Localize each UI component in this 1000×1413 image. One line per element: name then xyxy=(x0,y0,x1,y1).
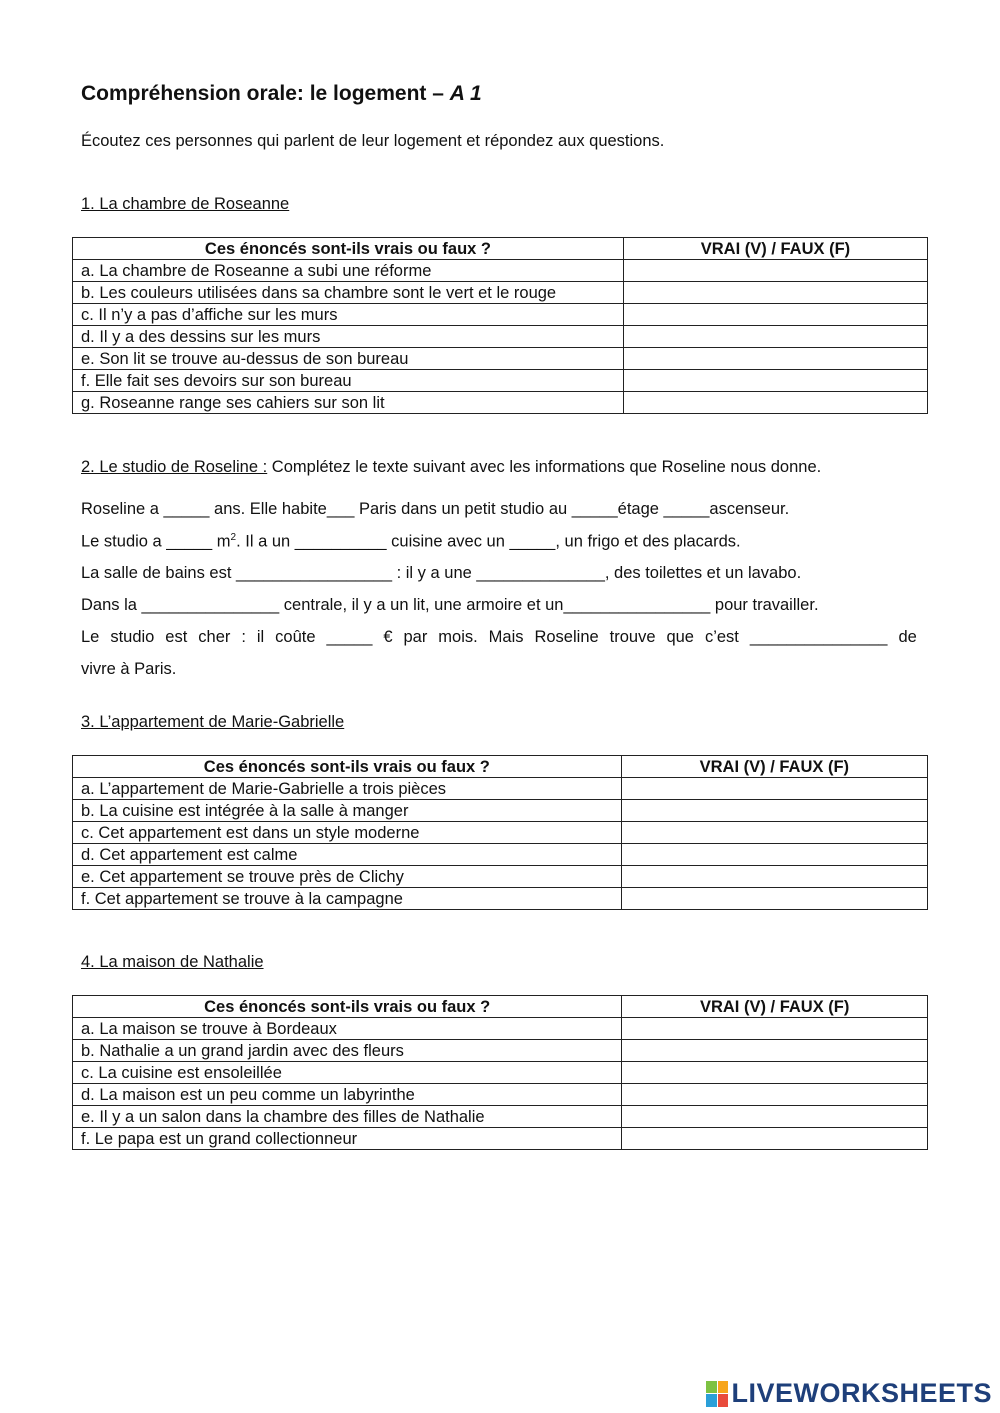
word: il xyxy=(256,628,265,646)
logo-mark-icon xyxy=(706,1381,728,1407)
table-row xyxy=(73,326,928,348)
fill-line-2[interactable] xyxy=(81,532,917,552)
table-header-row xyxy=(73,756,928,778)
statement-cell: b. La cuisine est intégrée à la salle à manger xyxy=(73,800,622,822)
word: de xyxy=(898,628,917,646)
word: coûte xyxy=(275,628,316,646)
section4-heading: 4. La maison de Nathalie xyxy=(81,953,264,971)
table-row xyxy=(73,866,928,888)
answer-cell[interactable] xyxy=(623,282,927,304)
table-row xyxy=(73,1084,928,1106)
fill-line-6: vivre à Paris. xyxy=(81,660,177,678)
statement-cell: g. Roseanne range ses cahiers sur son lit xyxy=(73,392,624,414)
statement-cell: a. La chambre de Roseanne a subi une réforme xyxy=(73,260,624,282)
section3-table xyxy=(72,755,928,910)
table-row xyxy=(73,1106,928,1128)
table-row xyxy=(73,1062,928,1084)
superscript-2: 2 xyxy=(230,532,237,543)
statement-cell: b. Les couleurs utilisées dans sa chambre sont le vert et le rouge xyxy=(73,282,624,304)
table-row xyxy=(73,370,928,392)
answer-cell[interactable] xyxy=(621,888,927,910)
word: Le xyxy=(81,628,100,646)
table-row xyxy=(73,844,928,866)
answer-cell[interactable] xyxy=(623,392,927,414)
word: : xyxy=(241,628,246,646)
section1-heading: 1. La chambre de Roseanne xyxy=(81,195,290,213)
blank[interactable]: _____ xyxy=(326,628,373,646)
blank[interactable]: _______________ xyxy=(749,628,888,646)
answer-cell[interactable] xyxy=(622,1062,928,1084)
statement-cell: b. Nathalie a un grand jardin avec des fleurs xyxy=(73,1040,622,1062)
statement-cell: d. Cet appartement est calme xyxy=(73,844,622,866)
statement-cell: d. Il y a des dessins sur les murs xyxy=(73,326,624,348)
word: € xyxy=(383,628,393,646)
answer-cell[interactable] xyxy=(623,260,927,282)
table-header-row xyxy=(73,996,928,1018)
table-row xyxy=(73,392,928,414)
statement-column-header: Ces énoncés sont-ils vrais ou faux ? xyxy=(73,756,622,778)
word: Mais xyxy=(488,628,524,646)
table-row xyxy=(73,282,928,304)
section2-heading xyxy=(81,458,821,477)
page-title xyxy=(81,82,482,106)
word: c’est xyxy=(704,628,739,646)
intro-text: Écoutez ces personnes qui parlent de leur logement et répondez aux questions. xyxy=(81,132,665,150)
answer-cell[interactable] xyxy=(621,800,927,822)
statement-cell: f. Cet appartement se trouve à la campagne xyxy=(73,888,622,910)
statement-cell: c. Il n’y a pas d’affiche sur les murs xyxy=(73,304,624,326)
answer-cell[interactable] xyxy=(623,348,927,370)
table-row xyxy=(73,1018,928,1040)
section1-table xyxy=(72,237,928,414)
statement-column-header: Ces énoncés sont-ils vrais ou faux ? xyxy=(73,996,622,1018)
statement-cell: c. Cet appartement est dans un style moderne xyxy=(73,822,622,844)
answer-cell[interactable] xyxy=(621,844,927,866)
table-row xyxy=(73,1128,928,1150)
answer-cell[interactable] xyxy=(623,326,927,348)
logo-tile xyxy=(718,1381,729,1394)
table-row xyxy=(73,348,928,370)
answer-cell[interactable] xyxy=(621,866,927,888)
answer-cell[interactable] xyxy=(621,822,927,844)
answer-cell[interactable] xyxy=(622,1106,928,1128)
word: mois. xyxy=(438,628,478,646)
logo-tile xyxy=(706,1381,717,1394)
word: par xyxy=(403,628,428,646)
answer-cell[interactable] xyxy=(622,1128,928,1150)
word: est xyxy=(165,628,188,646)
fill-line-1[interactable]: Roseline a _____ ans. Elle habite___ Paris dans un petit studio au _____étage _____ascenseur. xyxy=(81,500,790,518)
section2-title: 2. Le studio de Roseline : xyxy=(81,458,268,476)
answer-column-header: VRAI (V) / FAUX (F) xyxy=(622,996,928,1018)
table-row xyxy=(73,778,928,800)
word: studio xyxy=(110,628,155,646)
fill-line-5[interactable] xyxy=(81,628,917,647)
statement-cell: d. La maison est un peu comme un labyrinthe xyxy=(73,1084,622,1106)
table-row xyxy=(73,822,928,844)
page-title-main: Compréhension orale: le logement – xyxy=(81,82,444,105)
table-row xyxy=(73,1040,928,1062)
statement-cell: f. Elle fait ses devoirs sur son bureau xyxy=(73,370,624,392)
answer-cell[interactable] xyxy=(622,1084,928,1106)
section2-instruction: Complétez le texte suivant avec les informations que Roseline nous donne. xyxy=(267,458,822,476)
statement-cell: e. Il y a un salon dans la chambre des filles de Nathalie xyxy=(73,1106,622,1128)
table-header-row xyxy=(73,238,928,260)
logo-tile xyxy=(706,1394,717,1407)
answer-cell[interactable] xyxy=(623,304,927,326)
page-title-level: A 1 xyxy=(449,82,482,105)
word: trouve xyxy=(609,628,656,646)
statement-cell: e. Cet appartement se trouve près de Clichy xyxy=(73,866,622,888)
statement-cell: f. Le papa est un grand collectionneur xyxy=(73,1128,622,1150)
section3-heading: 3. L’appartement de Marie-Gabrielle xyxy=(81,713,345,731)
answer-column-header: VRAI (V) / FAUX (F) xyxy=(623,238,927,260)
liveworksheets-logo xyxy=(706,1378,992,1409)
table-row xyxy=(73,888,928,910)
table-row xyxy=(73,800,928,822)
answer-cell[interactable] xyxy=(621,778,927,800)
fill-line-3[interactable]: La salle de bains est _________________ : il y a une ______________, des toilettes et un lavabo. xyxy=(81,564,802,582)
statement-cell: c. La cuisine est ensoleillée xyxy=(73,1062,622,1084)
word: que xyxy=(666,628,694,646)
fill-line-2-part2: . Il a un __________ cuisine avec un _____, un frigo et des placards. xyxy=(236,532,741,551)
fill-line-4[interactable]: Dans la _______________ centrale, il y a un lit, une armoire et un________________ pour travailler. xyxy=(81,596,819,614)
answer-cell[interactable] xyxy=(622,1040,928,1062)
answer-cell[interactable] xyxy=(622,1018,928,1040)
statement-cell: e. Son lit se trouve au-dessus de son bureau xyxy=(73,348,624,370)
logo-tile xyxy=(718,1394,729,1407)
word: cher xyxy=(198,628,231,646)
table-row xyxy=(73,304,928,326)
statement-cell: a. La maison se trouve à Bordeaux xyxy=(73,1018,622,1040)
statement-cell: a. L’appartement de Marie-Gabrielle a trois pièces xyxy=(73,778,622,800)
table-row xyxy=(73,260,928,282)
logo-text: LIVEWORKSHEETS xyxy=(731,1378,992,1408)
section4-table xyxy=(72,995,928,1150)
statement-column-header: Ces énoncés sont-ils vrais ou faux ? xyxy=(73,238,624,260)
answer-column-header: VRAI (V) / FAUX (F) xyxy=(621,756,927,778)
word: Roseline xyxy=(534,628,599,646)
answer-cell[interactable] xyxy=(623,370,927,392)
fill-line-2-part1: Le studio a _____ m xyxy=(81,532,231,551)
